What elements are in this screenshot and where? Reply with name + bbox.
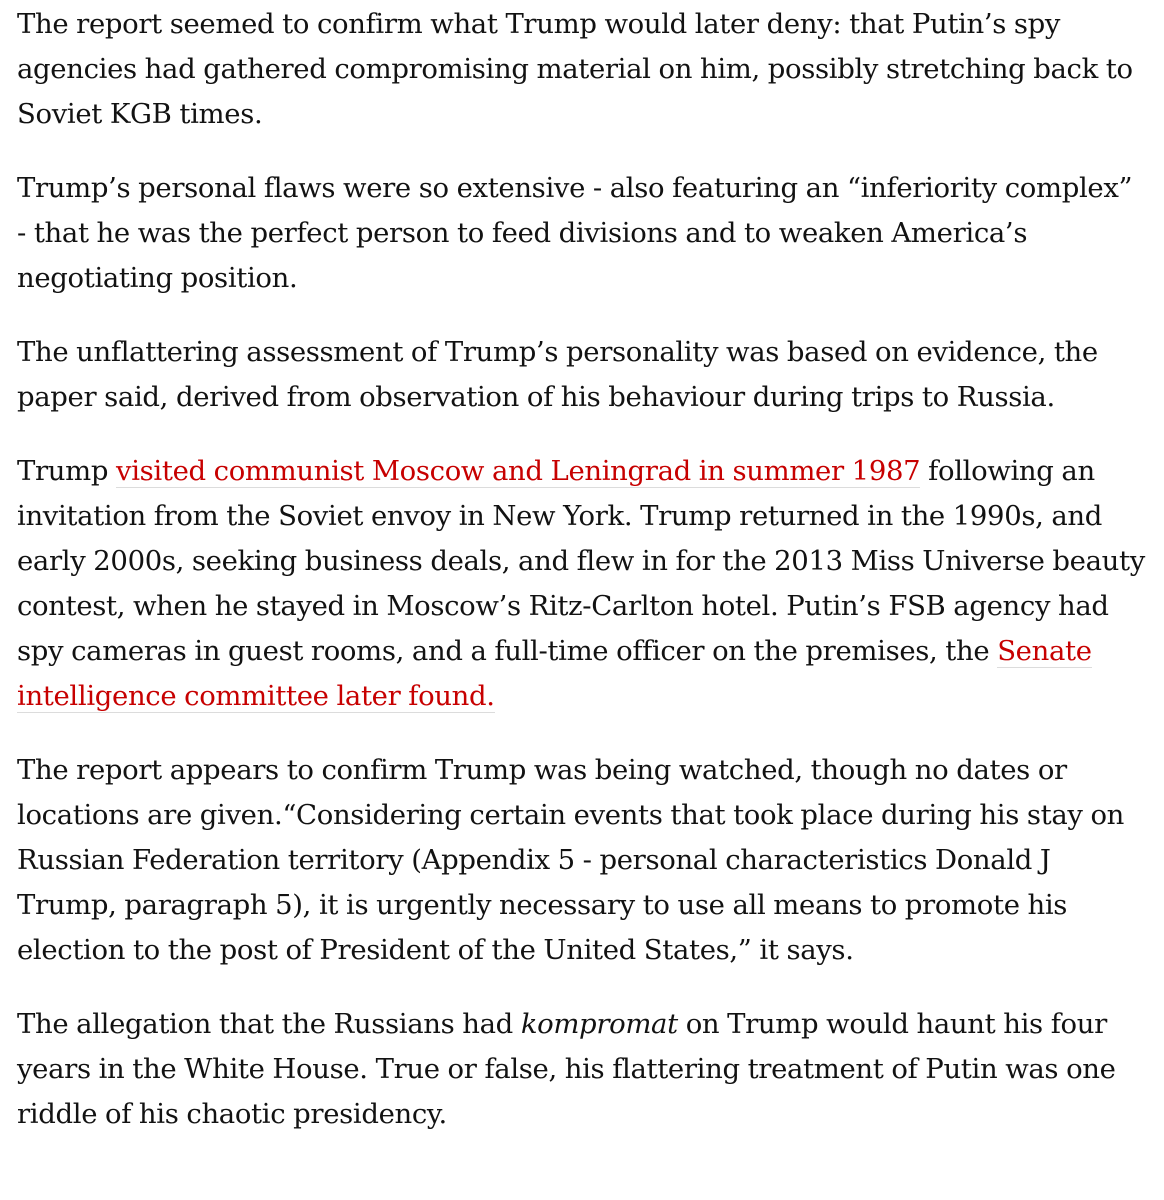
paragraph-5: The report appears to confirm Trump was being watched, though no dates or locations are given.“Considering certain events that took place during his stay on Russian Federation territory (Appendix 5 - personal characteristics Donald J Trump, paragraph 5), it is urgently necessary to use all means to promote his election to the post of President of the United States,” it says.: [17, 754, 1125, 966]
paragraph-3: The unflattering assessment of Trump’s personality was based on evidence, the paper said, derived from observation of his behaviour during trips to Russia.: [17, 336, 1098, 413]
paragraph-6: [17, 1002, 1147, 1137]
link-moscow-leningrad-1987[interactable]: visited communist Moscow and Leningrad in summer 1987: [116, 455, 921, 487]
kompromat-term: kompromat: [520, 1008, 678, 1040]
paragraph-4: [17, 449, 1147, 719]
paragraph-4-body: following an invitation from the Soviet envoy in New York. Trump returned in the 1990s, and early 2000s, seeking business deals, and flew in for the 2013 Miss Universe beauty contest, when he stayed in Moscow’s Ritz-Carlton hotel. Putin’s FSB agency had spy cameras in guest rooms, and a full-time officer on the premises, the: [17, 455, 1145, 667]
paragraph-6-rest: on Trump would haunt his four years in the White House. True or false, his flattering treatment of Putin was one riddle of his chaotic presidency.: [17, 1008, 1116, 1130]
paragraph-1: The report seemed to confirm what Trump would later deny: that Putin’s spy agencies had gathered compromising material on him, possibly stretching back to Soviet KGB times.: [17, 8, 1133, 130]
paragraph-4-lead: Trump: [17, 455, 117, 487]
paragraph-2: Trump’s personal flaws were so extensive - also featuring an “inferiority complex” - that he was the perfect person to feed divisions and to weaken America’s negotiating position.: [17, 172, 1133, 294]
link-senate-intelligence-committee[interactable]: Senate intelligence committee later found.: [17, 635, 1092, 712]
paragraph-6-lead: The allegation that the Russians had: [17, 1008, 521, 1040]
